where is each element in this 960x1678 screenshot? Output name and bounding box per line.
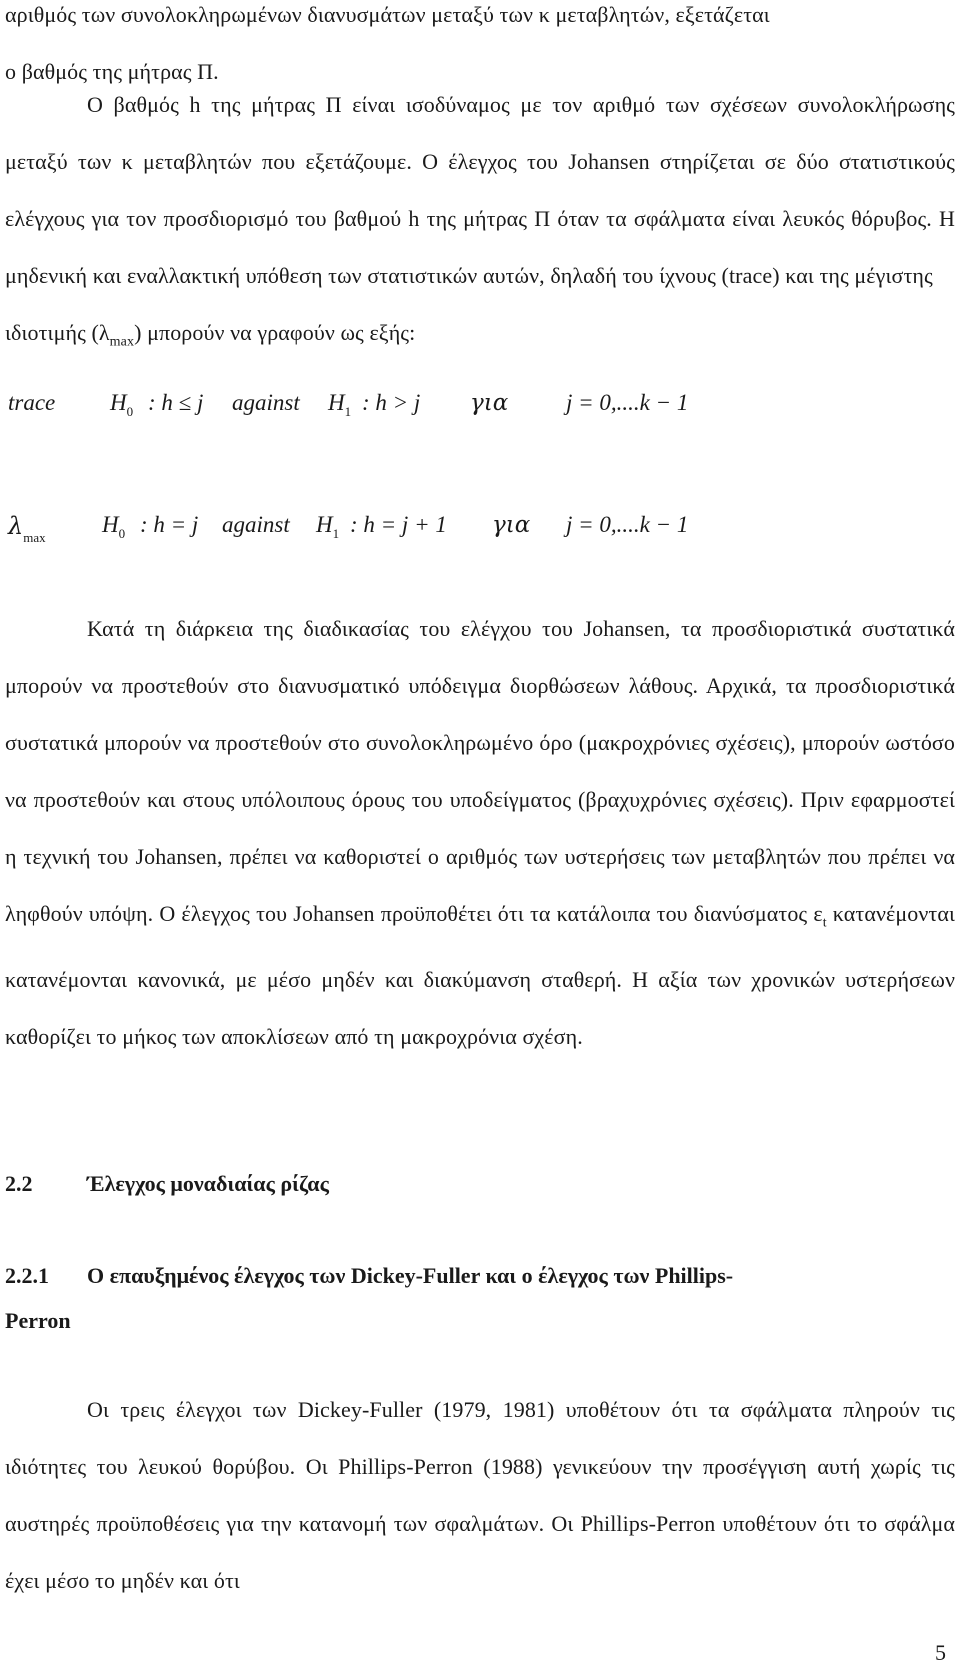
intro-line-2: ο βαθμός της μήτρας Π.: [5, 59, 219, 84]
section-title: Έλεγχος μοναδιαίας ρίζας: [87, 1171, 329, 1196]
subsection-title-line-1: Ο επαυξημένος έλεγχος των Dickey-Fuller και ο έλεγχος των Phillips-: [87, 1263, 734, 1288]
deterministic-paragraph: Κατά τη διάρκεια της διαδικασίας του ελέγχου του Johansen, τα προσδιοριστικά συστατικά μπορούν να προστεθούν στο διανυσματικό υπόδειγμα διορθώσεων λάθους. Αρχικά, τα προσδιοριστικά συστατικά μπορούν να προστεθούν στο συνολοκληρωμένο όρο (μακροχρόνιες σχέσεις), μπορούν ωστόσο να προστεθούν και στους υπόλοιπους όρους του υποδείγματος (βραχυχρόνιες σχέσεις). Πριν εφαρμοστεί η τεχνική του Johansen, πρέπει να καθοριστεί ο αριθμός των υστερήσεις των μεταβλητών που πρέπει να ληφθούν υπόψη. Ο έλεγχος του Johansen προϋποθέτει ότι τα κατάλοιπα του διανύσματος $\varepsilon_t$ κατανέμονται κατανέμονται κανονικά, με μέσο μηδέν και διακύμανση σταθερή. Η αξία των χρονικών υστερήσεων καθορίζει το μήκος των αποκλίσεων από τη μακροχρόνια σχέση.: [5, 616, 955, 1050]
lambda-max-against: against: [222, 512, 290, 537]
johansen-paragraph-end: ιδιοτιμής $(\lambda_{max})$ μπορούν να γραφούν ως εξής:: [5, 320, 416, 350]
lambda-max-label: $\lambda_{max}$: [8, 512, 46, 545]
trace-h1-condition: : h > j: [362, 390, 421, 415]
trace-h0: $H_0$: [110, 390, 134, 419]
subsection-number: 2.2.1: [5, 1263, 49, 1288]
lambda-max-range: j = 0,....k − 1: [566, 512, 689, 537]
trace-range: j = 0,....k − 1: [566, 390, 689, 415]
intro-line-1: αριθμός των συνολοκληρωμένων διανυσμάτων μεταξύ των κ μεταβλητών, εξετάζεται: [5, 2, 770, 27]
trace-h1: $H_1$: [328, 390, 352, 419]
lambda-max-h0-condition: : h = j: [140, 512, 199, 537]
trace-h0-condition: : h ≤ j: [148, 390, 204, 415]
trace-equation: [0, 390, 960, 430]
johansen-paragraph-text: Ο βαθμός h της μήτρας Π είναι ισοδύναμος με τον αριθμό των σχέσεων συνολοκλήρωσης μεταξύ των κ μεταβλητών που εξετάζουμε. Ο έλεγχος του Johansen στηρίζεται σε δύο στατιστικούς ελέγχους για τον προσδιορισμό του βαθμού h της μήτρας Π όταν τα σφάλματα είναι λευκός θόρυβος. Η μηδενική και εναλλακτική υπόθεση των στατιστικών αυτών, δηλαδή του ίχνους (trace) και της μέγιστης: [5, 92, 955, 288]
dickey-fuller-paragraph: Οι τρεις έλεγχοι των Dickey-Fuller (1979, 1981) υποθέτουν ότι τα σφάλματα πληρούν τις ιδιότητες του λευκού θορύβου. Οι Phillips-Perron (1988) γενικεύουν την προσέγγιση αυτή χωρίς τις αυστηρές προϋποθέσεις για την κατανομή των σφαλμάτων. Οι Phillips-Perron υποθέτουν ότι το σφάλμα έχει μέσο το μηδέν και ότι: [5, 1397, 955, 1593]
subsection-title-line-2: Perron: [5, 1308, 71, 1333]
lambda-max-equation: [0, 512, 960, 552]
page-number: 5: [935, 1640, 946, 1665]
johansen-paragraph: [5, 76, 955, 370]
lambda-max-h1-condition: : h = j + 1: [350, 512, 447, 537]
subsection-heading: [5, 1263, 733, 1289]
lambda-max-h1: $H_1$: [316, 512, 340, 541]
section-heading: [5, 1171, 329, 1197]
lambda-max-h0: $H_0$: [102, 512, 126, 541]
trace-label: trace: [8, 390, 56, 415]
lambda-max-gia: για: [492, 512, 531, 538]
trace-gia: για: [470, 390, 509, 416]
section-number: 2.2: [5, 1171, 33, 1196]
trace-against: against: [232, 390, 300, 415]
